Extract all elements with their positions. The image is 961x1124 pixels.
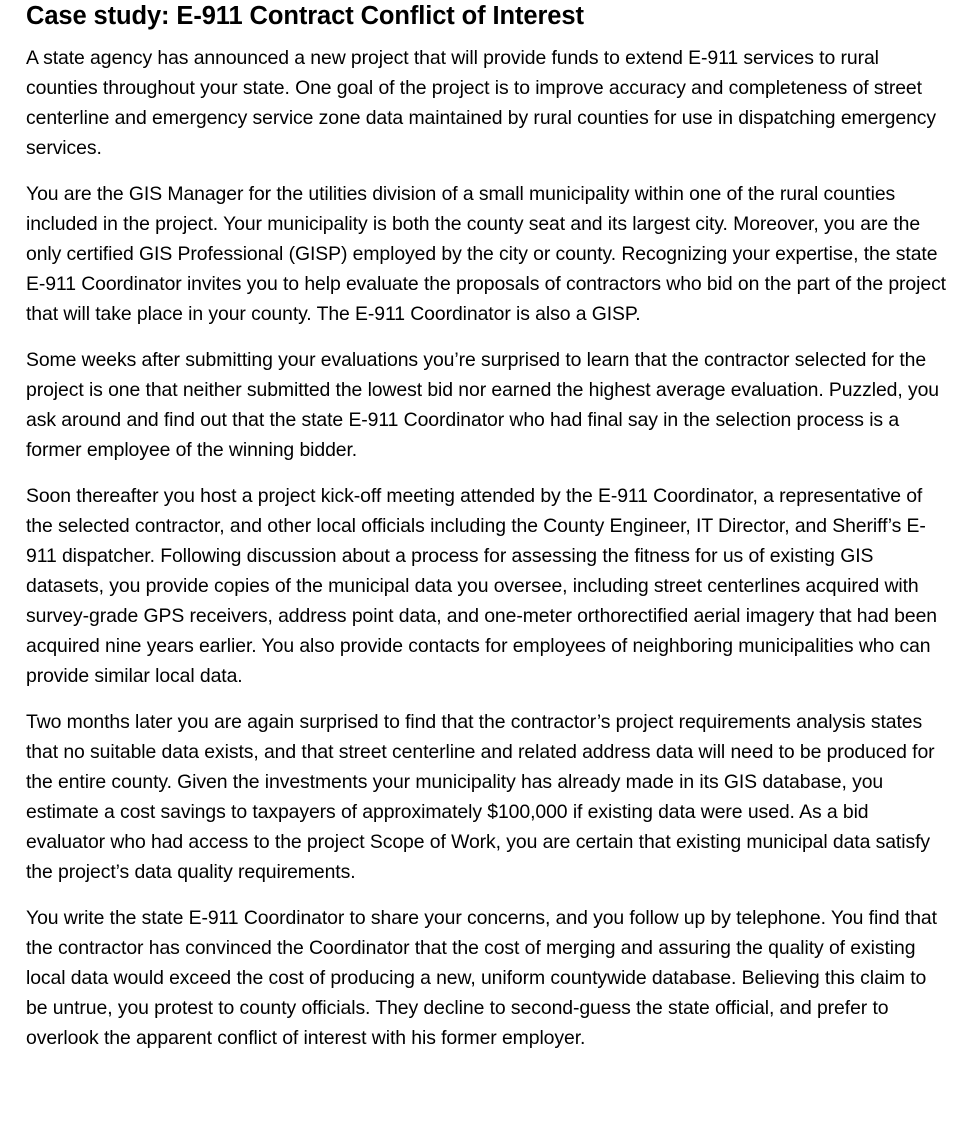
- document-title: Case study: E-911 Contract Conflict of Interest: [26, 2, 584, 30]
- paragraph-contractor-selection: Some weeks after submitting your evaluations you’re surprised to learn that the contractor selected for the project is one that neither submitted the lowest bid nor earned the highest average evaluation. Puzzled, you ask around and find out that the state E-911 Coordinator who had final say in the selection process is a former employee of the winning bidder.: [26, 349, 939, 461]
- paragraph-coordinator-concerns: You write the state E-911 Coordinator to share your concerns, and you follow up by telephone. You find that the contractor has convinced the Coordinator that the cost of merging and assuring the quality of existing local data would exceed the cost of producing a new, uniform countywide database. Believing this claim to be untrue, you protest to county officials. They decline to second-guess the state official, and prefer to overlook the apparent conflict of interest with his former employer.: [26, 907, 937, 1049]
- paragraph-project-announcement: A state agency has announced a new project that will provide funds to extend E-911 services to rural counties throughout your state. One goal of the project is to improve accuracy and completeness of street centerline and emergency service zone data maintained by rural counties for use in dispatching emergency services.: [26, 47, 937, 159]
- paragraph-kickoff-meeting: Soon thereafter you host a project kick-off meeting attended by the E-911 Coordinator, a representative of the selected contractor, and other local officials including the County Engineer, IT Director, and Sheriff’s E-911 dispatcher. Following discussion about a process for assessing the fitness for us of existing GIS datasets, you provide copies of the municipal data you oversee, including street centerlines acquired with survey-grade GPS receivers, address point data, and one-meter orthorectified aerial imagery that had been acquired nine years earlier. You also provide contacts for employees of neighboring municipalities who can provide similar local data.: [26, 485, 937, 687]
- paragraph-gis-manager-role: You are the GIS Manager for the utilities division of a small municipality within one of the rural counties included in the project. Your municipality is both the county seat and its largest city. Moreover, you are the only certified GIS Professional (GISP) employed by the city or county. Recognizing your expertise, the state E-911 Coordinator invites you to help evaluate the proposals of contractors who bid on the part of the project that will take place in your county. The E-911 Coordinator is also a GISP.: [26, 183, 946, 325]
- paragraph-requirements-analysis: Two months later you are again surprised to find that the contractor’s project requirements analysis states that no suitable data exists, and that street centerline and related address data will need to be produced for the entire county. Given the investments your municipality has already made in its GIS database, you estimate a cost savings to taxpayers of approximately $100,000 if existing data were used. As a bid evaluator who had access to the project Scope of Work, you are certain that existing municipal data satisfy the project’s data quality requirements.: [26, 711, 935, 883]
- case-study-document: [26, 0, 946, 1053]
